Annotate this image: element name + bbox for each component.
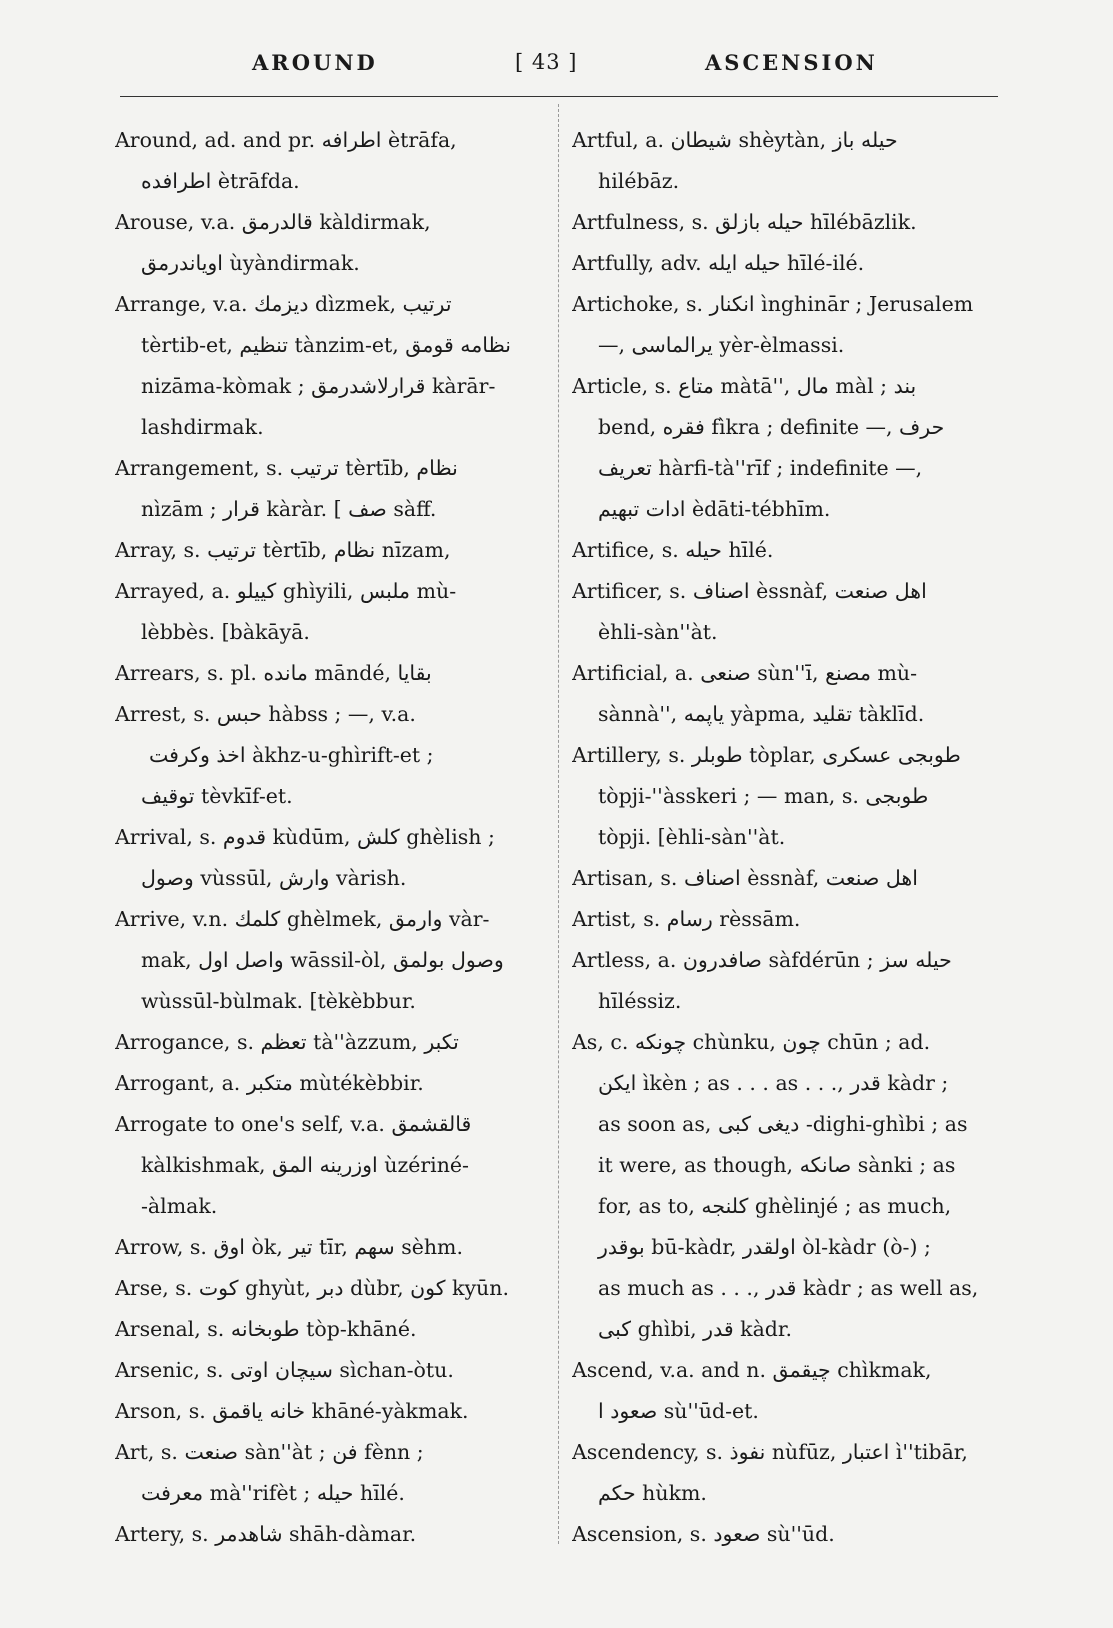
entry-line: Arson, s. خانه یاقمق khāné-yàkmak. xyxy=(115,1399,469,1423)
entry-line: Artery, s. شاهدمر shāh-dàmar. xyxy=(115,1522,417,1546)
entry-line: حكم hùkm. xyxy=(598,1481,707,1505)
entry-line: Arrogance, s. تعظم tà''àzzum, تكبر xyxy=(115,1030,459,1054)
entry-line: Article, s. متاع màtā'', مال màl ; بند xyxy=(572,374,917,398)
entry-line: wùssūl-bùlmak. [tèkèbbur. xyxy=(141,989,416,1013)
entry-line: mak, واصل اول wāssil-òl, وصول بولمق xyxy=(141,948,504,972)
entry-line: ادات تبهیم èdāti-tébhīm. xyxy=(598,497,831,521)
entry-line: Arsenal, s. طوبخانه tòp-khāné. xyxy=(115,1317,417,1341)
entry-line: for, as to, كلنجه ghèlinjé ; as much, xyxy=(598,1194,952,1218)
entry-line: Artisan, s. اصناف èssnàf, اهل صنعت xyxy=(572,866,918,890)
entry-line: بوقدر bū-kàdr, اولقدر òl-kàdr (ò-) ; xyxy=(598,1235,931,1259)
entry-line: nìzām ; قرار kàràr. [ صف sàff. xyxy=(141,497,437,521)
entry-line: Arrest, s. حبس hàbss ; —, v.a. xyxy=(115,702,416,726)
entry-line: Art, s. صنعت sàn''àt ; فن fènn ; xyxy=(115,1440,424,1464)
entry-line: hilébāz. xyxy=(598,169,680,193)
entry-line: Artfully, adv. حیله ایله hīlé-ilé. xyxy=(572,251,865,275)
entry-line: معرفت mà''rifèt ; حیله hīlé. xyxy=(141,1481,405,1505)
entry-line: As, c. چونكه chùnku, چون chūn ; ad. xyxy=(572,1030,931,1054)
entry-line: Ascendency, s. نفوذ nùfūz, اعتبار ì''tibār, xyxy=(572,1440,968,1464)
entry-line: kàlkishmak, اوزرینه المق ùzériné- xyxy=(141,1153,469,1177)
entry-line: ایكن ìkèn ; as . . . as . . ., قدر kàdr ; xyxy=(598,1071,949,1095)
entry-line: توقیف tèvkīf-et. xyxy=(141,784,293,808)
entry-line: صعود ا sù''ūd-et. xyxy=(598,1399,759,1423)
entry-line: Arouse, v.a. قالدرمق kàldirmak, xyxy=(115,210,431,234)
header-rule xyxy=(120,96,998,97)
entry-line: Around, ad. and pr. اطرافه ètrāfa, xyxy=(115,128,457,152)
entry-line: اطرافده ètrāfda. xyxy=(141,169,300,193)
entry-line: وصول vùssūl, وارش vàrish. xyxy=(141,866,407,890)
entry-line: Artifice, s. حیله hīlé. xyxy=(572,538,774,562)
entry-line: Arrogant, a. متكبر mùtékèbbir. xyxy=(115,1071,424,1095)
entry-line: tòpji-''àsskeri ; — man, s. طوبجی xyxy=(598,784,929,808)
entry-line: Artificer, s. اصناف èssnàf, اهل صنعت xyxy=(572,579,927,603)
entry-line: hīléssiz. xyxy=(598,989,682,1013)
entry-line: Artist, s. رسام rèssām. xyxy=(572,907,801,931)
entry-line: Ascend, v.a. and n. چیقمق chìkmak, xyxy=(572,1358,932,1382)
right-column xyxy=(572,120,1002,1555)
entry-line: Artillery, s. طوبلر tòplar, طوبجی عسكری xyxy=(572,743,961,767)
entry-line: as soon as, دیغی كبی -dighi-ghìbi ; as xyxy=(598,1112,968,1136)
left-column xyxy=(115,120,545,1555)
entry-line: تعریف hàrfi-tà''rīf ; indefinite —, xyxy=(598,456,923,480)
entry-line: Arrange, v.a. دیزمك dìzmek, ترتیب xyxy=(115,292,452,316)
entry-line: Arrayed, a. كییلو ghìyili, ملبس mù- xyxy=(115,579,457,603)
entry-line: Artificial, a. صنعی sùn''ī, مصنع mù- xyxy=(572,661,918,685)
entry-line: Arrangement, s. ترتیب tèrtīb, نظام xyxy=(115,456,458,480)
entry-line: Array, s. ترتیب tèrtīb, نظام nīzam, xyxy=(115,538,451,562)
column-divider xyxy=(558,104,559,1544)
entry-line: -àlmak. xyxy=(141,1194,218,1218)
entry-line: Arsenic, s. سیچان اوتی sìchan-òtu. xyxy=(115,1358,454,1382)
entry-line: كبی ghìbi, قدر kàdr. xyxy=(598,1317,792,1341)
entry-line: Arrive, v.n. كلمك ghèlmek, وارمق vàr- xyxy=(115,907,490,931)
entry-line: Arrival, s. قدوم kùdūm, كلش ghèlish ; xyxy=(115,825,495,849)
entry-line: —, یرالماسی yèr-èlmassi. xyxy=(598,333,845,357)
header-first-word: AROUND xyxy=(252,50,378,75)
entry-line: lashdirmak. xyxy=(141,415,264,439)
entry-line: Arrow, s. اوق òk, تیر tīr, سهم sèhm. xyxy=(115,1235,464,1259)
entry-line: as much as . . ., قدر kàdr ; as well as, xyxy=(598,1276,979,1300)
entry-line: Artful, a. شیطان shèytàn, حیله باز xyxy=(572,128,898,152)
entry-line: Arrogate to one's self, v.a. قالقشمق xyxy=(115,1112,472,1136)
entry-line: اخذ وكرفت àkhz-u-ghìrift-et ; xyxy=(149,743,434,767)
page-header xyxy=(0,50,1113,84)
entry-line: tèrtib-et, تنظیم tànzim-et, نظامه قومق xyxy=(141,333,512,357)
header-last-word: ASCENSION xyxy=(705,50,878,75)
entry-line: Artichoke, s. انكنار ìnghinār ; Jerusalem xyxy=(572,292,974,316)
entry-line: it were, as though, صانكه sànki ; as xyxy=(598,1153,956,1177)
entry-line: Arrears, s. pl. مانده māndé, بقایا xyxy=(115,661,432,685)
entry-line: sànnà'', یاپمه yàpma, تقلید tàklīd. xyxy=(598,702,925,726)
entry-line: tòpji. [èhli-sàn''àt. xyxy=(598,825,786,849)
entry-line: bend, فقره fìkra ; definite —, حرف xyxy=(598,415,945,439)
entry-line: Artless, a. صافدرون sàfdérūn ; حیله سز xyxy=(572,948,952,972)
entry-line: nizāma-kòmak ; قرارلاشدرمق kàrār- xyxy=(141,374,496,398)
page-number: [ 43 ] xyxy=(515,50,578,74)
entry-line: Arse, s. كوت ghyùt, دبر dùbr, كون kyūn. xyxy=(115,1276,509,1300)
entry-line: èhli-sàn''àt. xyxy=(598,620,718,644)
entry-line: اویاندرمق ùyàndirmak. xyxy=(141,251,360,275)
entry-line: lèbbès. [bàkāyā. xyxy=(141,620,310,644)
entry-line: Ascension, s. صعود sù''ūd. xyxy=(572,1522,835,1546)
entry-line: Artfulness, s. حیله بازلق hīlébāzlik. xyxy=(572,210,917,234)
